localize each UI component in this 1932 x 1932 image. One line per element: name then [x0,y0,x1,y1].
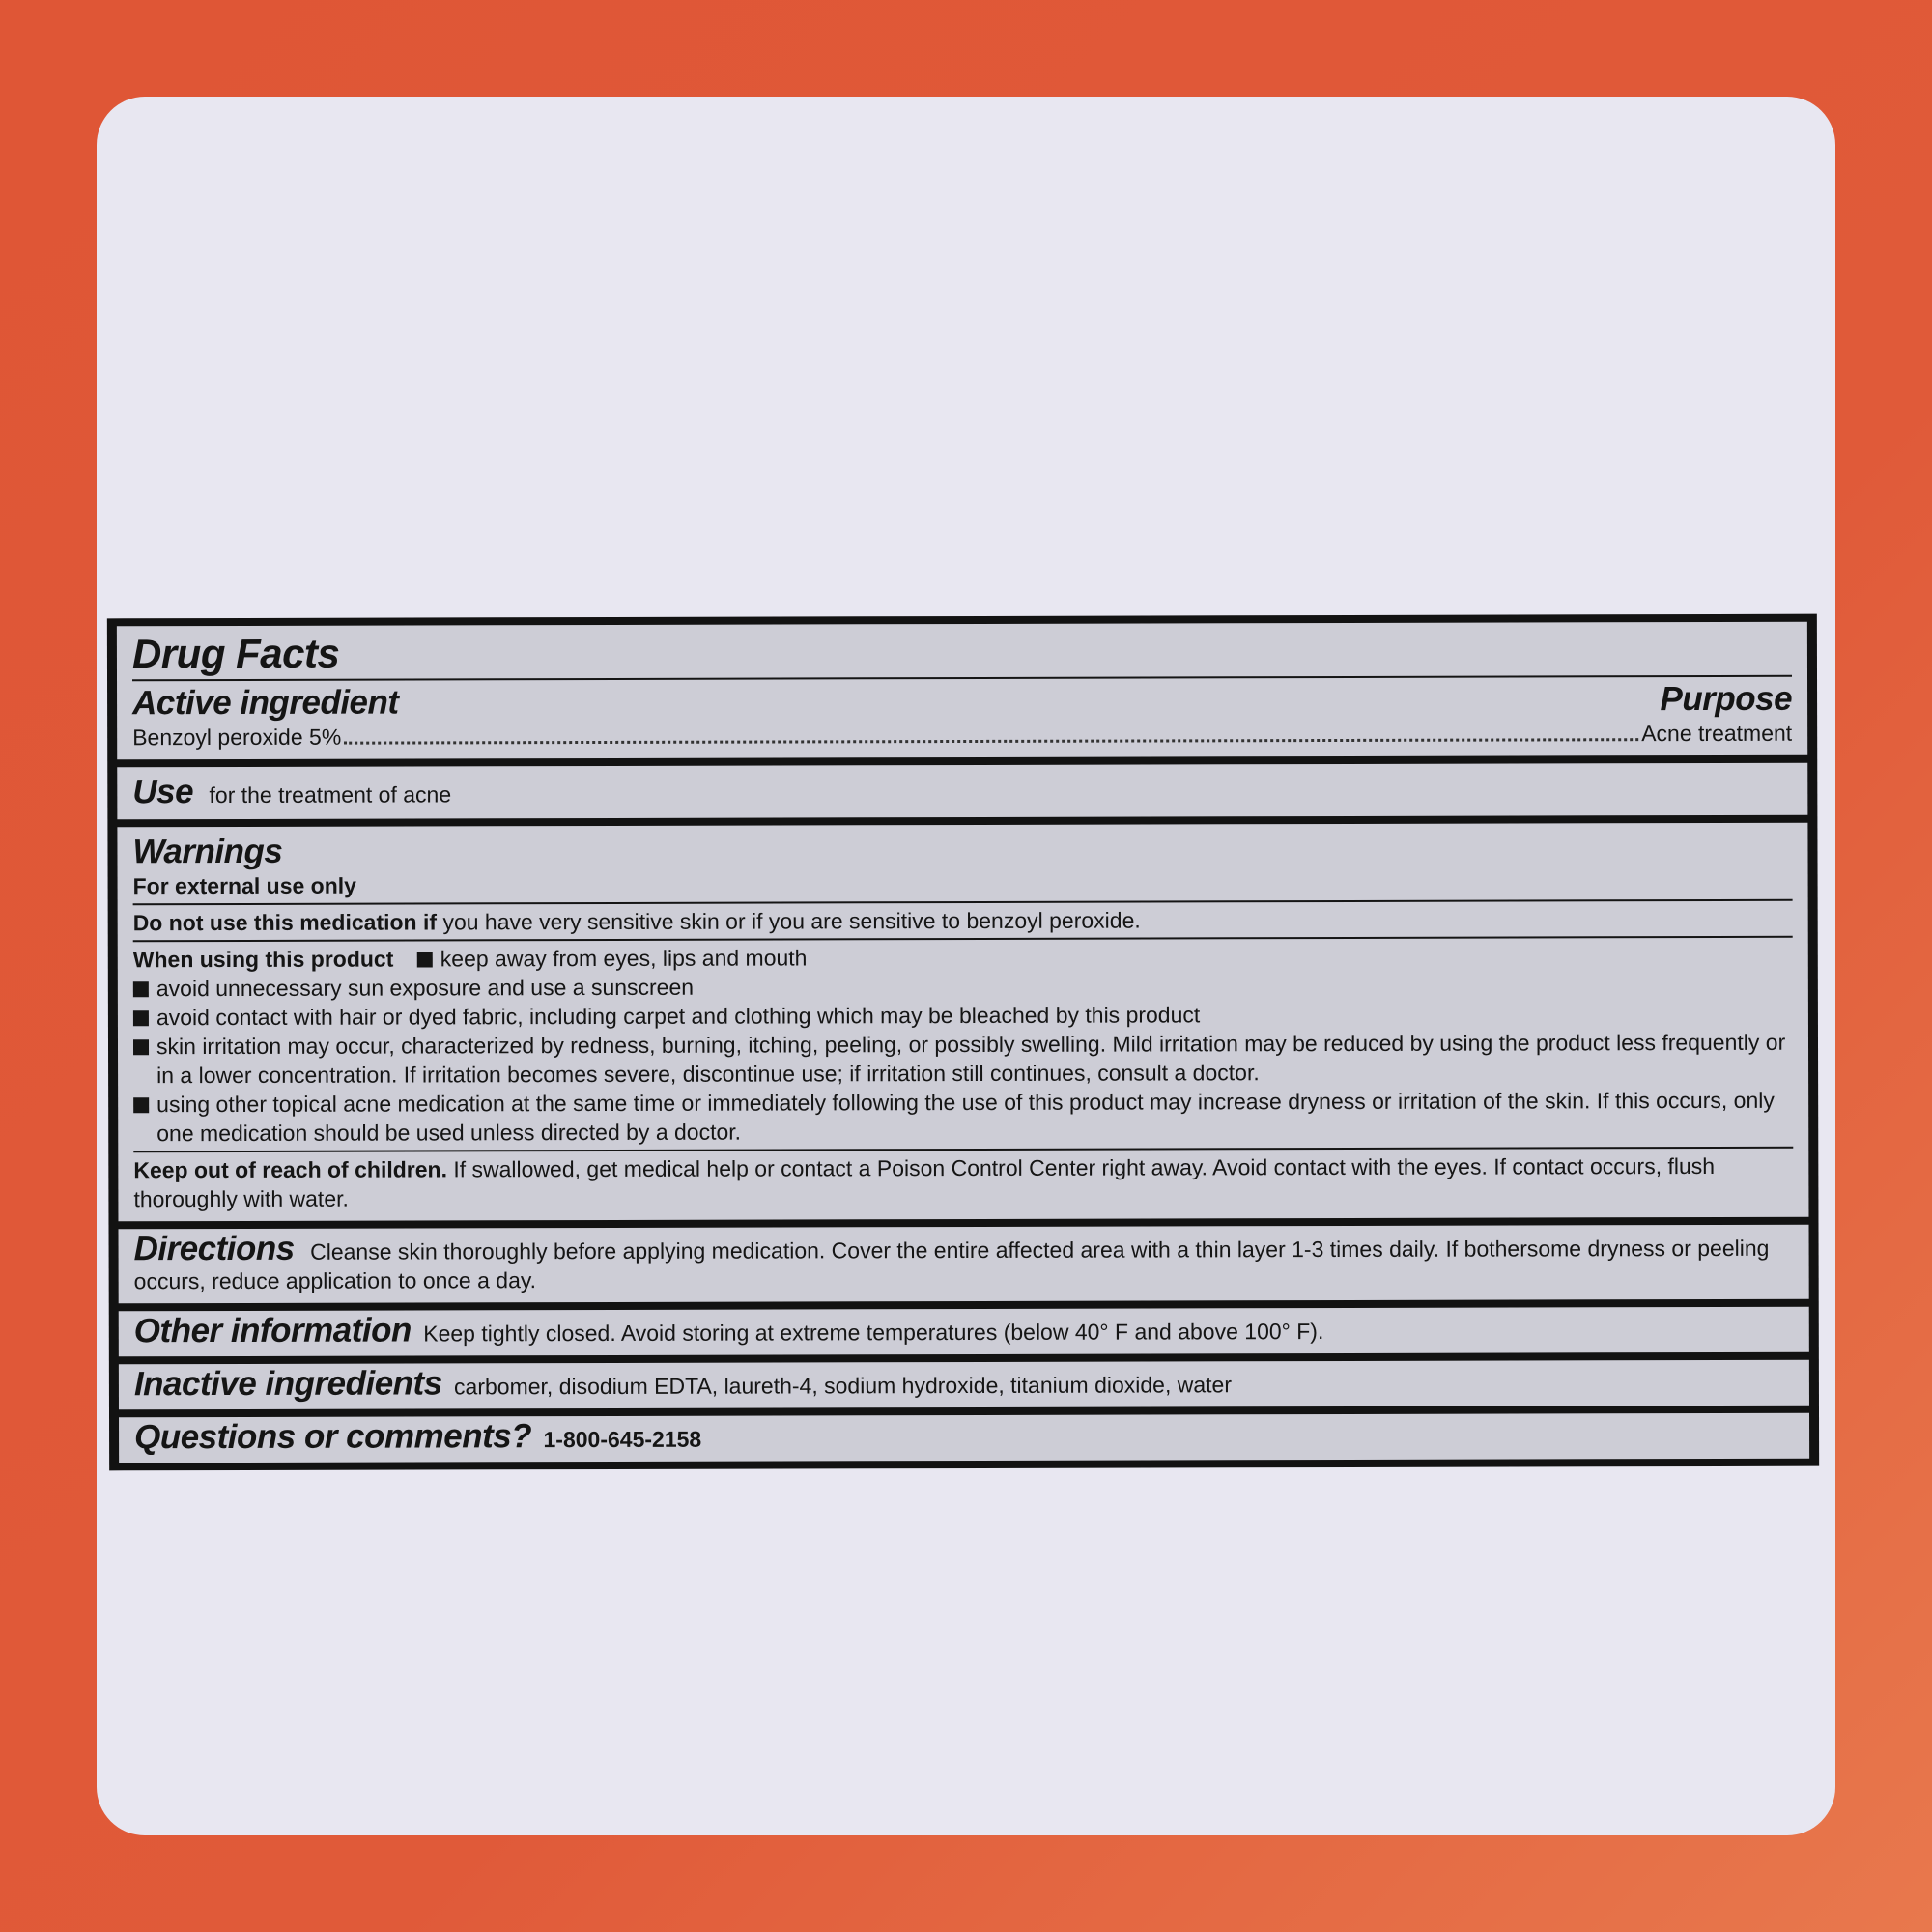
inactive-ingredients-section [119,1360,1809,1410]
directions-heading: Directions [133,1229,295,1268]
questions-phone: 1-800-645-2158 [543,1426,702,1453]
use-heading: Use [132,773,194,811]
questions-section [119,1413,1809,1463]
external-use-text: For external use only [132,872,356,899]
square-bullet-icon [417,952,433,967]
keep-out-paragraph [133,1151,1793,1213]
warning-bullet [133,1086,1793,1148]
use-section [117,763,1807,820]
other-information-heading: Other information [133,1311,412,1350]
when-using-paragraph [133,941,1793,974]
do-not-use-lead: Do not use this medication if [132,909,438,936]
warning-bullet [133,999,1793,1032]
when-using-first: keep away from eyes, lips and mouth [440,945,808,972]
ingredient-row [132,719,1792,752]
other-information-section [119,1307,1809,1357]
warning-bullet-text: skin irritation may occur, characterized by redness, burning, itching, peeling, or possibly swelling. Mild irritation may be reduced by using the product less frequently or in a lower concentration. If irritation becomes severe, discontinue use; if irritation still continues, consult a doctor. [156,1029,1786,1089]
drug-facts-title: Drug Facts [131,630,340,677]
questions-heading: Questions or comments? [134,1417,532,1457]
square-bullet-icon [133,981,149,997]
ingredient-name: Benzoyl peroxide 5% [132,724,342,751]
do-not-use-paragraph [133,904,1793,937]
square-bullet-icon [133,1039,149,1055]
warnings-heading: Warnings [132,832,283,871]
active-ingredient-section [117,622,1807,760]
directions-section [119,1225,1809,1304]
warning-bullet [133,1028,1793,1090]
when-using-lead: When using this product [132,946,394,973]
purpose-heading: Purpose [1660,679,1793,719]
warning-bullet-text: using other topical acne medication at the same time or immediately following the use of this product may increase dryness or irritation of the skin. If this occurs, only one medication should be used unless directed by a doctor. [156,1087,1775,1147]
directions-text: Cleanse skin thoroughly before applying medication. Cover the entire affected area with a thin layer 1-3 times daily. If bothersome dryness or peeling occurs, reduce application to once a day. [133,1235,1770,1294]
inactive-ingredients-text: carbomer, disodium EDTA, laureth-4, sodium hydroxide, titanium dioxide, water [454,1372,1233,1400]
do-not-use-text: you have very sensitive skin or if you are sensitive to benzoyl peroxide. [442,907,1141,935]
inactive-ingredients-heading: Inactive ingredients [133,1364,442,1404]
warnings-section [117,823,1808,1222]
keep-out-text: If swallowed, get medical help or contact a Poison Control Center right away. Avoid contact with the eyes. If contact occurs, flush thoroughly with water. [133,1152,1716,1212]
keep-out-lead: Keep out of reach of children. [133,1156,447,1183]
use-text: for the treatment of acne [209,781,452,809]
dot-leader [344,738,1638,745]
square-bullet-icon [133,1097,149,1113]
warning-bullet [133,970,1793,1003]
square-bullet-icon [133,1010,149,1026]
ingredient-purpose: Acne treatment [1641,720,1793,747]
active-ingredient-heading: Active ingredient [132,683,399,723]
warning-bullet-text: avoid contact with hair or dyed fabric, including carpet and clothing which may be bleached by this product [156,1002,1201,1031]
warning-bullet-text: avoid unnecessary sun exposure and use a sunscreen [156,974,695,1002]
drug-facts-panel [107,614,1819,1471]
other-information-text: Keep tightly closed. Avoid storing at extreme temperatures (below 40° F and above 100° F). [423,1319,1324,1347]
